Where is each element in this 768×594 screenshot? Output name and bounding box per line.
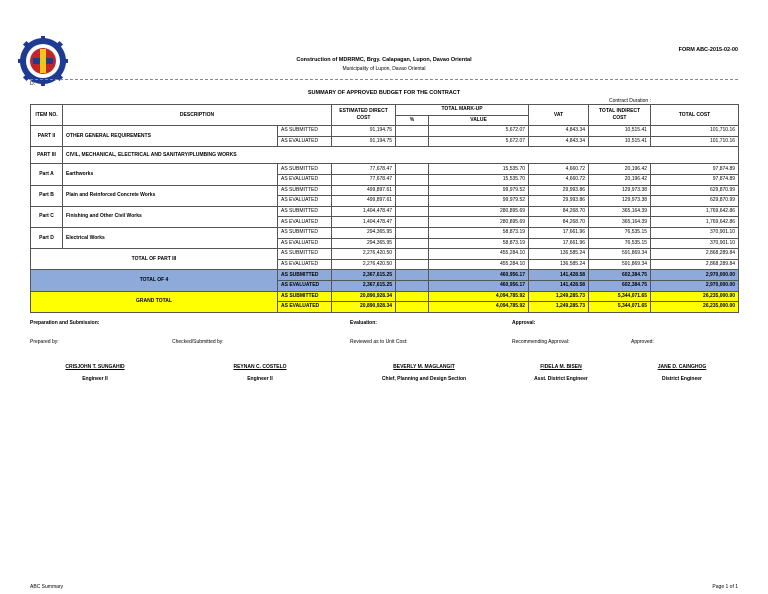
vat-value: 141,428.58 bbox=[529, 270, 589, 281]
indirect-value: 10,515.41 bbox=[589, 136, 651, 147]
status-label: AS EVALUATED bbox=[278, 217, 332, 228]
edc-value: 20,890,928.34 bbox=[332, 302, 396, 313]
edc-value: 2,367,615.25 bbox=[332, 280, 396, 291]
total-label: TOTAL OF PART III bbox=[31, 249, 278, 270]
header-value: VALUE bbox=[429, 115, 529, 126]
vat-value: 29,993.86 bbox=[529, 185, 589, 196]
edc-value: 499,897.61 bbox=[332, 196, 396, 207]
status-label: AS SUBMITTED bbox=[278, 249, 332, 260]
indirect-value: 76,535.15 bbox=[589, 227, 651, 238]
edc-value: 499,897.61 bbox=[332, 185, 396, 196]
edc-value: 1,404,478.47 bbox=[332, 217, 396, 228]
item-no: PART III bbox=[31, 147, 63, 164]
vat-value: 17,661.96 bbox=[529, 238, 589, 249]
markup-value: 280,895.69 bbox=[429, 217, 529, 228]
indirect-value: 602,384.75 bbox=[589, 280, 651, 291]
vat-value: 141,428.58 bbox=[529, 280, 589, 291]
markup-value: 58,873.19 bbox=[429, 238, 529, 249]
table-row bbox=[31, 164, 739, 175]
vat-value: 84,268.70 bbox=[529, 217, 589, 228]
description: Plain and Reinforced Concrete Works bbox=[63, 185, 278, 206]
prep-heading: Preparation and Submission: bbox=[30, 320, 100, 326]
item-no: Part A bbox=[31, 164, 63, 185]
prepared-by-label: Prepared by: bbox=[30, 339, 59, 345]
project-title: Construction of MDRRMC, Brgy. Calapagan, Lupon, Davao Oriental bbox=[296, 57, 472, 63]
edc-value: 77,678.47 bbox=[332, 174, 396, 185]
form-number: FORM ABC-2015-02-00 bbox=[678, 47, 738, 53]
municipality-subtitle: Municipality of Lupon, Davao Oriental bbox=[342, 66, 426, 72]
edc-value: 91,194.75 bbox=[332, 126, 396, 137]
table-row bbox=[31, 185, 739, 196]
total-value: 2,970,000.00 bbox=[651, 270, 739, 281]
markup-value: 4,094,785.92 bbox=[429, 302, 529, 313]
item-no: Part D bbox=[31, 227, 63, 248]
recommending-label: Recommending Approval: bbox=[512, 339, 570, 345]
signatory-title: Engineer II bbox=[247, 376, 273, 382]
vat-value: 1,249,285.73 bbox=[529, 302, 589, 313]
edc-value: 2,276,420.50 bbox=[332, 249, 396, 260]
table-row bbox=[31, 147, 739, 164]
total-value: 101,710.16 bbox=[651, 126, 739, 137]
signatory-title: Engineer II bbox=[82, 376, 108, 382]
footer-page-number: Page 1 of 1 bbox=[712, 584, 738, 590]
pct-value bbox=[396, 136, 429, 147]
header-indirect: TOTAL INDIRECT COST bbox=[589, 105, 651, 126]
pct-value bbox=[396, 259, 429, 270]
header-vat: VAT bbox=[529, 105, 589, 126]
indirect-value: 5,344,071.65 bbox=[589, 291, 651, 302]
markup-value: 280,895.69 bbox=[429, 206, 529, 217]
total-value: 370,901.10 bbox=[651, 227, 739, 238]
item-no: Part C bbox=[31, 206, 63, 227]
edc-value: 2,367,615.25 bbox=[332, 270, 396, 281]
total-value: 2,868,289.84 bbox=[651, 249, 739, 260]
header-row bbox=[31, 105, 739, 116]
signatory-name: REYNAN C. COSTELO bbox=[233, 364, 287, 370]
total-value: 97,874.89 bbox=[651, 164, 739, 175]
header-item-no: ITEM NO. bbox=[31, 105, 63, 126]
table-row bbox=[31, 227, 739, 238]
markup-value: 99,979.52 bbox=[429, 196, 529, 207]
status-label: AS EVALUATED bbox=[278, 238, 332, 249]
total-value: 370,901.10 bbox=[651, 238, 739, 249]
edc-value: 2,276,420.50 bbox=[332, 259, 396, 270]
pct-value bbox=[396, 270, 429, 281]
markup-value: 460,956.17 bbox=[429, 270, 529, 281]
vat-value: 84,268.70 bbox=[529, 206, 589, 217]
pct-value bbox=[396, 249, 429, 260]
edc-value: 77,678.47 bbox=[332, 164, 396, 175]
header-markup: TOTAL MARK-UP bbox=[396, 105, 529, 116]
pct-value bbox=[396, 206, 429, 217]
vat-value: 17,661.96 bbox=[529, 227, 589, 238]
description: OTHER GENERAL REQUIREMENTS bbox=[63, 126, 278, 147]
total-value: 101,710.16 bbox=[651, 136, 739, 147]
status-label: AS EVALUATED bbox=[278, 302, 332, 313]
pct-value bbox=[396, 302, 429, 313]
signatory-2 bbox=[205, 364, 315, 382]
indirect-value: 129,973.38 bbox=[589, 196, 651, 207]
pct-value bbox=[396, 174, 429, 185]
indirect-value: 591,869.34 bbox=[589, 259, 651, 270]
edc-value: 294,365.95 bbox=[332, 238, 396, 249]
status-label: AS SUBMITTED bbox=[278, 185, 332, 196]
signatory-title: Chief, Planning and Design Section bbox=[381, 376, 467, 382]
signatory-name: FIDELA M. BISEN bbox=[540, 364, 582, 370]
indirect-value: 591,869.34 bbox=[589, 249, 651, 260]
vat-value: 4,660.72 bbox=[529, 174, 589, 185]
vat-value: 4,843.34 bbox=[529, 136, 589, 147]
table-row bbox=[31, 291, 739, 302]
vat-value: 136,585.24 bbox=[529, 249, 589, 260]
approved-label: Approved: bbox=[631, 339, 654, 345]
total-value: 629,870.99 bbox=[651, 196, 739, 207]
description: Earthworks bbox=[63, 164, 278, 185]
indirect-value: 5,344,071.65 bbox=[589, 302, 651, 313]
vat-value: 1,249,285.73 bbox=[529, 291, 589, 302]
markup-value: 99,979.52 bbox=[429, 185, 529, 196]
markup-value: 58,873.19 bbox=[429, 227, 529, 238]
total-value: 1,769,642.86 bbox=[651, 206, 739, 217]
vat-value: 4,660.72 bbox=[529, 164, 589, 175]
pct-value bbox=[396, 280, 429, 291]
total-value: 629,870.99 bbox=[651, 185, 739, 196]
pct-value bbox=[396, 196, 429, 207]
status-label: AS EVALUATED bbox=[278, 259, 332, 270]
indirect-value: 76,535.15 bbox=[589, 238, 651, 249]
signatory-title: Asst. District Engineer bbox=[534, 376, 588, 382]
signatory-3 bbox=[364, 364, 484, 382]
total-value: 26,235,000.00 bbox=[651, 291, 739, 302]
signatory-4 bbox=[511, 364, 611, 382]
table-row bbox=[31, 206, 739, 217]
pct-value bbox=[396, 291, 429, 302]
table-body bbox=[31, 126, 739, 313]
status-label: AS SUBMITTED bbox=[278, 227, 332, 238]
header-description: DESCRIPTION bbox=[63, 105, 332, 126]
markup-value: 4,094,785.92 bbox=[429, 291, 529, 302]
markup-value: 15,535.70 bbox=[429, 164, 529, 175]
total-value: 2,868,289.84 bbox=[651, 259, 739, 270]
pct-value bbox=[396, 164, 429, 175]
pct-value bbox=[396, 217, 429, 228]
markup-value: 15,535.70 bbox=[429, 174, 529, 185]
vat-value: 29,993.86 bbox=[529, 196, 589, 207]
pct-value bbox=[396, 227, 429, 238]
header-pct: % bbox=[396, 115, 429, 126]
header-edc: ESTIMATED DIRECT COST bbox=[332, 105, 396, 126]
status-label: AS EVALUATED bbox=[278, 136, 332, 147]
signatory-name: BEVERLY M. MAGLANGIT bbox=[393, 364, 455, 370]
total-value: 1,769,642.86 bbox=[651, 217, 739, 228]
table-row bbox=[31, 270, 739, 281]
markup-value: 5,672.07 bbox=[429, 136, 529, 147]
description: CIVIL, MECHANICAL, ELECTRICAL AND SANITARY/PLUMBING WORKS bbox=[63, 147, 739, 164]
markup-value: 455,284.10 bbox=[429, 249, 529, 260]
status-label: AS SUBMITTED bbox=[278, 164, 332, 175]
vat-value: 136,585.24 bbox=[529, 259, 589, 270]
edc-value: 20,890,928.34 bbox=[332, 291, 396, 302]
item-no: PART II bbox=[31, 126, 63, 147]
vat-value: 4,843.34 bbox=[529, 126, 589, 137]
edc-value: 91,194.75 bbox=[332, 136, 396, 147]
status-label: AS SUBMITTED bbox=[278, 291, 332, 302]
reviewed-label: Reviewed as to Unit Cost: bbox=[350, 339, 408, 345]
abc-summary-table bbox=[30, 104, 739, 313]
markup-value: 460,956.17 bbox=[429, 280, 529, 291]
pct-value bbox=[396, 185, 429, 196]
signatory-1 bbox=[40, 364, 150, 382]
checked-by-label: Checked/Submitted by: bbox=[172, 339, 224, 345]
edc-value: 294,365.95 bbox=[332, 227, 396, 238]
edc-value: 1,404,478.47 bbox=[332, 206, 396, 217]
d-label: D: bbox=[30, 81, 35, 87]
indirect-value: 20,196.42 bbox=[589, 174, 651, 185]
pct-value bbox=[396, 238, 429, 249]
total-label: GRAND TOTAL bbox=[31, 291, 278, 312]
item-no: Part B bbox=[31, 185, 63, 206]
total-value: 2,970,000.00 bbox=[651, 280, 739, 291]
indirect-value: 602,384.75 bbox=[589, 270, 651, 281]
status-label: AS EVALUATED bbox=[278, 280, 332, 291]
eval-heading: Evaluation: bbox=[350, 320, 377, 326]
header-total: TOTAL COST bbox=[651, 105, 739, 126]
status-label: AS EVALUATED bbox=[278, 196, 332, 207]
header-divider bbox=[30, 79, 738, 80]
signatory-name: CRISJOHN T. SUNGAHID bbox=[65, 364, 125, 370]
description: Finishing and Other Civil Works bbox=[63, 206, 278, 227]
signatory-5 bbox=[632, 364, 732, 382]
signatory-title: District Engineer bbox=[661, 376, 702, 382]
indirect-value: 129,973.38 bbox=[589, 185, 651, 196]
description: Electrical Works bbox=[63, 227, 278, 248]
indirect-value: 365,164.39 bbox=[589, 217, 651, 228]
indirect-value: 365,164.39 bbox=[589, 206, 651, 217]
status-label: AS SUBMITTED bbox=[278, 126, 332, 137]
footer-doc-name: ABC Summary bbox=[30, 584, 64, 590]
table-row bbox=[31, 126, 739, 137]
signatory-name: JANE D. CAINGHOG bbox=[657, 364, 707, 370]
contract-duration: Contract Duration : bbox=[609, 98, 651, 104]
total-label: TOTAL OF 4 bbox=[31, 270, 278, 291]
total-value: 26,235,000.00 bbox=[651, 302, 739, 313]
markup-value: 5,672.07 bbox=[429, 126, 529, 137]
approval-heading: Approval: bbox=[512, 320, 536, 326]
total-value: 97,874.89 bbox=[651, 174, 739, 185]
indirect-value: 10,515.41 bbox=[589, 126, 651, 137]
status-label: AS EVALUATED bbox=[278, 174, 332, 185]
status-label: AS SUBMITTED bbox=[278, 270, 332, 281]
pct-value bbox=[396, 126, 429, 137]
status-label: AS SUBMITTED bbox=[278, 206, 332, 217]
summary-title: SUMMARY OF APPROVED BUDGET FOR THE CONTRACT bbox=[307, 90, 461, 96]
table-row bbox=[31, 249, 739, 260]
indirect-value: 20,196.42 bbox=[589, 164, 651, 175]
markup-value: 455,284.10 bbox=[429, 259, 529, 270]
